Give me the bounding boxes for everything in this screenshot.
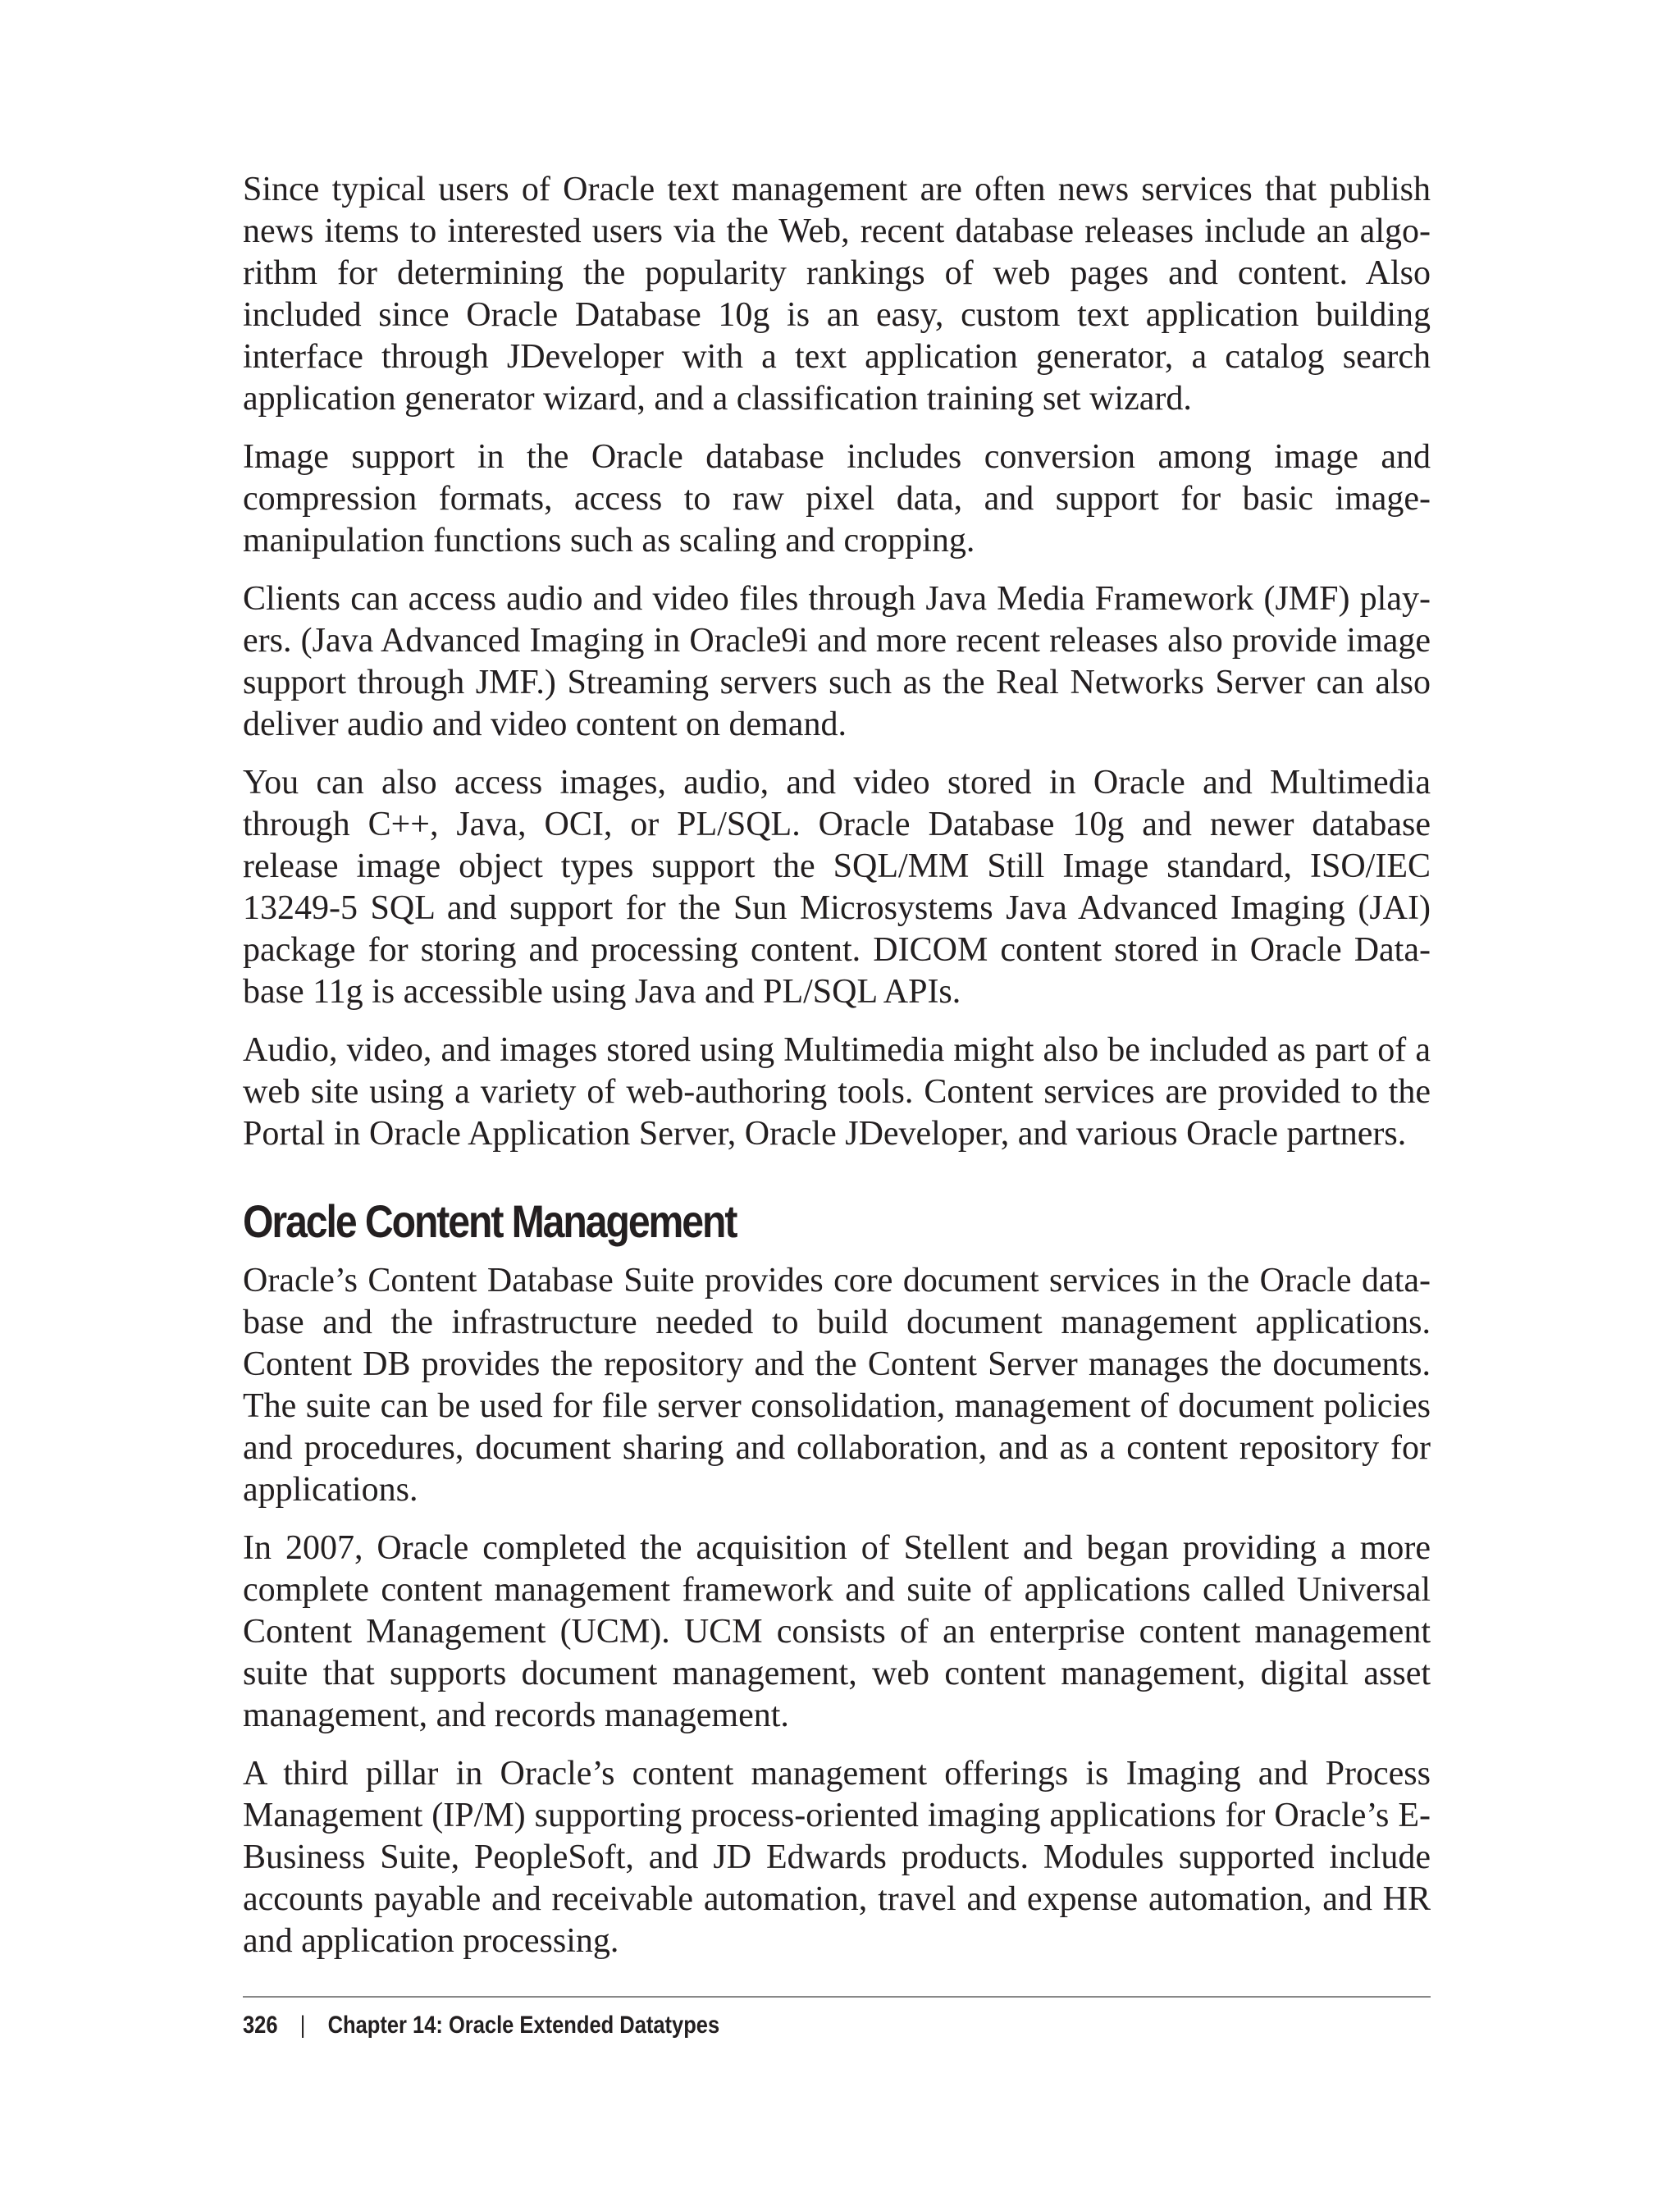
paragraph: Audio, video, and images stored using Multimedia might also be included as part of a web site using a variety of web-authoring tools. Content services are provided to the Portal in Oracle Application Server, Oracle JDeveloper, and various Oracle partners. — [243, 1031, 1431, 1153]
paragraph: Since typical users of Oracle text management are often news services that publish news items to interested users via the Web, recent database releases include an algorithm for determining the popularity rankings of web pages and content. Also included since Oracle Database 10g is an easy, custom text application building interface through JDeveloper with a text application generator, a catalog search application generator wizard, and a classification training set wizard. — [243, 171, 1431, 418]
paragraph: Image support in the Oracle database includes conversion among image and compression formats, access to raw pixel data, and support for basic image-manipulation functions such as scaling and cropping. — [243, 438, 1431, 559]
body-text — [243, 169, 1431, 1979]
page-footer — [243, 1996, 1431, 2039]
paragraph: Oracle’s Content Database Suite provides core document services in the Oracle database and the infrastructure needed to build document management applications. Content DB provides the repository and the Content Server manages the documents. The suite can be used for file server consolidation, management of document policies and procedures, document sharing and collaboration, and as a content repository for applications. — [243, 1262, 1431, 1509]
page-number: 326 — [243, 2012, 278, 2039]
section-heading: Oracle Content Management — [243, 1195, 737, 1247]
paragraph: A third pillar in Oracle’s content management offerings is Imaging and Process Management (IP/M) supporting process-oriented imaging applications for Oracle’s E-Business Suite, PeopleSoft, and JD Edwards products. Modules supported include accounts payable and receivable automation, travel and expense automation, and HR and application processing. — [243, 1755, 1431, 1960]
footer-separator: | — [299, 2012, 306, 2039]
paragraph: Clients can access audio and video files through Java Media Framework (JMF) players. (Java Advanced Imaging in Oracle9i and more recent releases also provide image support through JMF.) Streaming servers such as the Real Networks Server can also deliver audio and video content on demand. — [243, 580, 1431, 743]
chapter-title: Chapter 14: Oracle Extended Datatypes — [327, 2012, 720, 2039]
paragraph: In 2007, Oracle completed the acquisition of Stellent and began providing a more complete content management framework and suite of applications called Universal Content Management (UCM). UCM consists of an enterprise content management suite that supports document management, web content management, digital asset management, and records management. — [243, 1529, 1431, 1734]
paragraph: You can also access images, audio, and video stored in Oracle and Multimedia through C++, Java, OCI, or PL/SQL. Oracle Database 10g and newer database release image object types support the SQL/MM Still Image standard, ISO/IEC 13249-5 SQL and support for the Sun Microsystems Java Advanced Imaging (JAI) package for storing and processing content. DICOM content stored in Oracle Database 11g is accessible using Java and PL/SQL APIs. — [243, 764, 1431, 1011]
footer-line — [243, 2009, 719, 2042]
